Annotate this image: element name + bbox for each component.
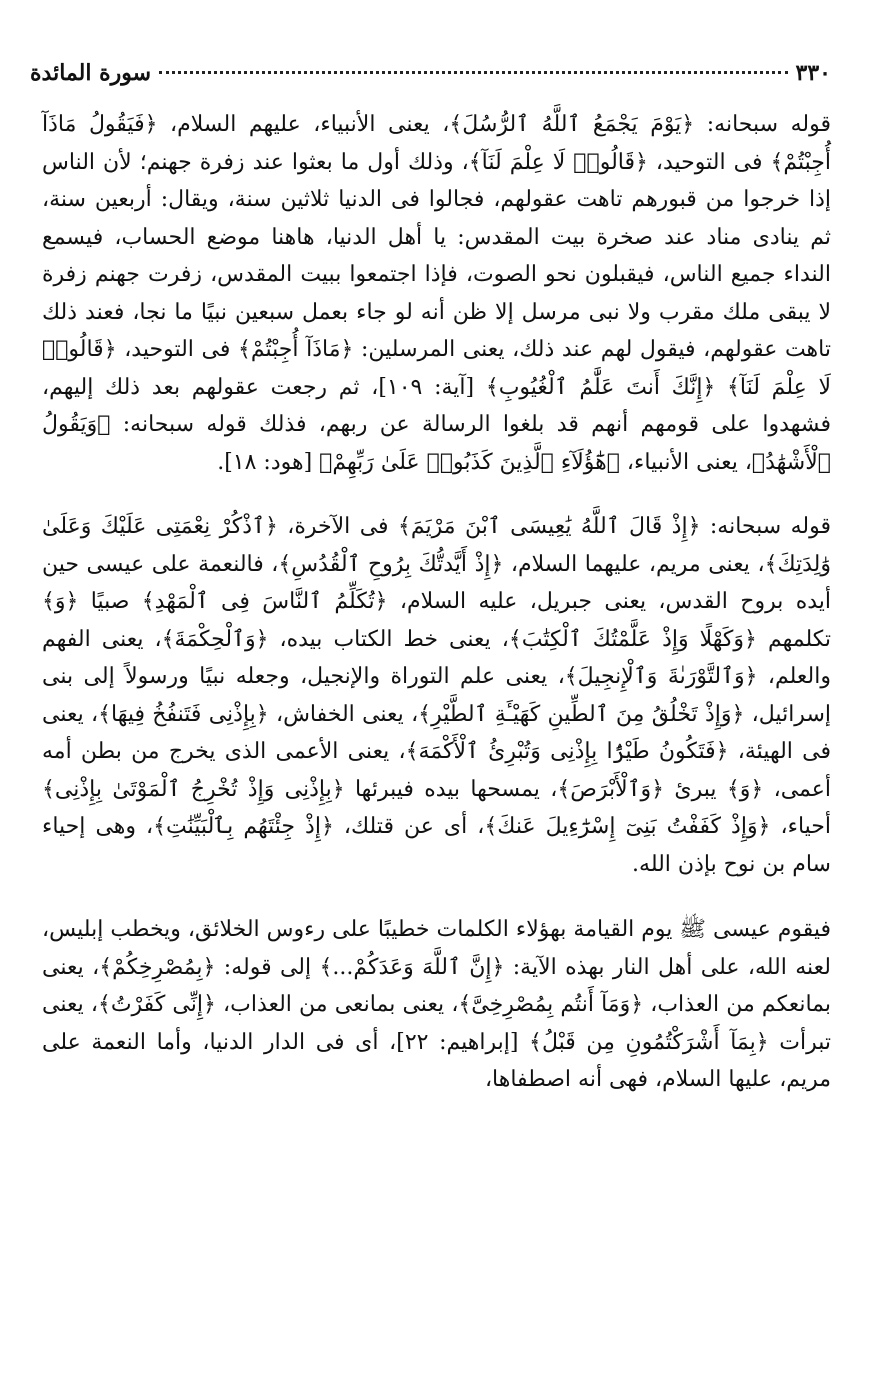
paragraph-1: قوله سبحانه: ﴿يَوْمَ يَجْمَعُ ٱللَّهُ ٱلرُّسُلَ﴾، يعنى الأنبياء، عليهم السلام، ﴿فَيَقُولُ مَاذَآ أُجِبْتُمْ﴾ فى التوحيد، ﴿قَالُوا۟ لَا عِلْمَ لَنَآ﴾، وذلك أول ما بعثوا عند زفرة جهنم؛ لأن الناس إذا خرجوا من قبورهم تاهت عقولهم، فجالوا فى الدنيا ثلاثين سنة، ويقال: أربعين سنة، ثم ينادى مناد عند صخرة بيت المقدس: يا أهل الدنيا، هاهنا موضع الحساب، فيسمع النداء جميع الناس، فيقبلون نحو الصوت، فإذا اجتمعوا ببيت المقدس، زفرت جهنم زفرة لا يبقى ملك مقرب ولا نبى مرسل إلا ظن أنه لو جاء بعمل سبعين نبيًا ما نجا، فعند ذلك تاهت عقولهم، فيقول لهم عند ذلك، يعنى المرسلين: ﴿مَاذَآ أُجِبْتُمْ﴾ فى التوحيد، ﴿قَالُوا۟ لَا عِلْمَ لَنَآ﴾ ﴿إِنَّكَ أَنتَ عَلَّٰمُ ٱلْغُيُوبِ﴾ [آية: ١٠٩]، ثم رجعت عقولهم بعد ذلك إليهم، فشهدوا على قومهم أنهم قد بلغوا الرسالة عن ربهم، فذلك قوله سبحانه: ﴿وَيَقُولُ ٱلْأَشْهَٰدُ﴾، يعنى الأنبياء، ﴿هَٰٓؤُلَآءِ ٱلَّذِينَ كَذَبُوا۟ عَلَىٰ رَبِّهِمْ﴾ [هود: ١٨]. xyxy=(42,112,831,475)
surah-title: سورة المائدة xyxy=(30,60,152,86)
paragraph-spacer xyxy=(42,883,831,911)
page-number: ٣٣٠ xyxy=(795,60,831,86)
page-header xyxy=(30,60,831,94)
header-dot-leader xyxy=(159,71,788,74)
paragraph-2: قوله سبحانه: ﴿إِذْ قَالَ ٱللَّهُ يَٰعِيسَى ٱبْنَ مَرْيَمَ﴾ فى الآخرة، ﴿ٱذْكُرْ نِعْمَتِى عَلَيْكَ وَعَلَىٰ وَٰلِدَتِكَ﴾، يعنى مريم، عليهما السلام، ﴿إِذْ أَيَّدتُّكَ بِرُوحِ ٱلْقُدُسِ﴾، فالنعمة على عيسى حين أيده بروح القدس، يعنى جبريل، عليه السلام، ﴿تُكَلِّمُ ٱلنَّاسَ فِى ٱلْمَهْدِ﴾ صبيًا ﴿وَ﴾ تكلمهم ﴿وَكَهْلًا وَإِذْ عَلَّمْتُكَ ٱلْكِتَٰبَ﴾، يعنى خط الكتاب بيده، ﴿وَٱلْحِكْمَةَ﴾، يعنى الفهم والعلم، ﴿وَٱلتَّوْرَىٰةَ وَٱلْإِنجِيلَ﴾، يعنى علم التوراة والإنجيل، وجعله نبيًا ورسولاً إلى بنى إسرائيل، ﴿وَإِذْ تَخْلُقُ مِنَ ٱلطِّينِ كَهَيْـَٔةِ ٱلطَّيْرِ﴾، يعنى الخفاش، ﴿بِإِذْنِى فَتَنفُخُ فِيهَا﴾، يعنى فى الهيئة، ﴿فَتَكُونُ طَيْرًۢا بِإِذْنِى وَتُبْرِئُ ٱلْأَكْمَهَ﴾، يعنى الأعمى الذى يخرج من بطن أمه أعمى، ﴿وَ﴾ يبرئ ﴿وَٱلْأَبْرَصَ﴾، يمسحها بيده فيبرئها ﴿بِإِذْنِى وَإِذْ تُخْرِجُ ٱلْمَوْتَىٰ بِإِذْنِى﴾ أحياء، ﴿وَإِذْ كَفَفْتُ بَنِىٓ إِسْرَٰٓءِيلَ عَنكَ﴾، أى عن قتلك، ﴿إِذْ جِئْتَهُم بِٱلْبَيِّنَٰتِ﴾، وهى إحياء سام بن نوح بإذن الله. xyxy=(42,514,831,877)
page-body xyxy=(42,106,831,1099)
paragraph-3: فيقوم عيسى ﷺ يوم القيامة بهؤلاء الكلمات خطيبًا على رءوس الخلائق، ويخطب إبليس، لعنه الله، على أهل النار بهذه الآية: ﴿إِنَّ ٱللَّهَ وَعَدَكُمْ...﴾ إلى قوله: ﴿بِمُصْرِخِكُمْ﴾، يعنى بمانعكم من العذاب، ﴿وَمَآ أَنتُم بِمُصْرِخِىَّ﴾، يعنى بمانعى من العذاب، ﴿إِنِّى كَفَرْتُ﴾، يعنى تبرأت ﴿بِمَآ أَشْرَكْتُمُونِ مِن قَبْلُ﴾ [إبراهيم: ٢٢]، أى فى الدار الدنيا، وأما النعمة على مريم، عليها السلام، فهى أنه اصطفاها، xyxy=(42,917,831,1092)
paragraph-spacer xyxy=(42,481,831,508)
